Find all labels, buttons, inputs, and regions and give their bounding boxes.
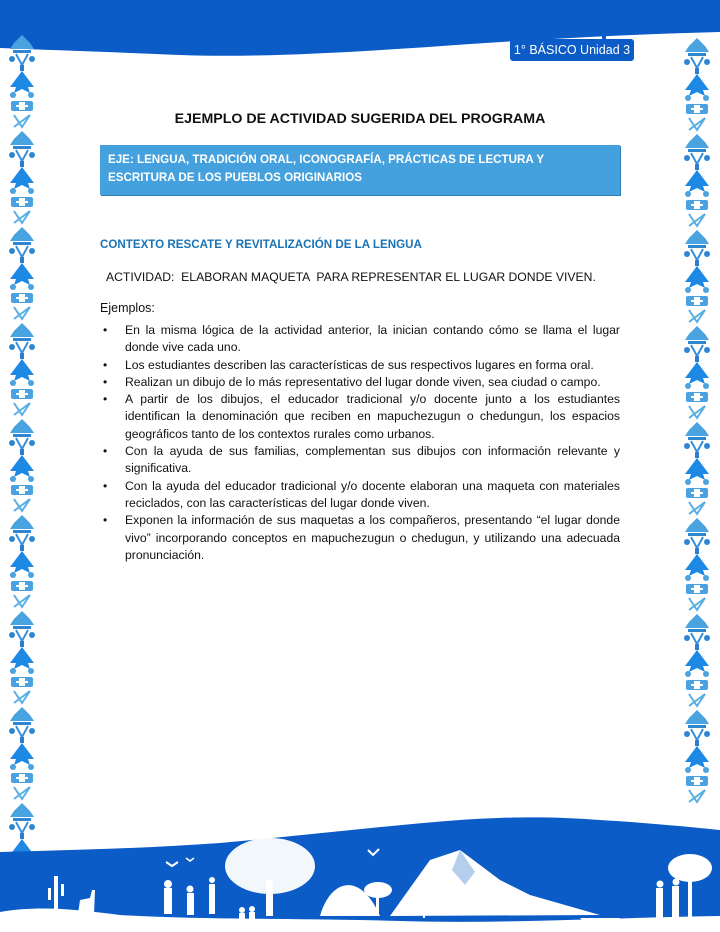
list-item	[100, 478, 620, 513]
list-item	[100, 512, 620, 564]
examples-label: Ejemplos:	[100, 301, 155, 315]
activity-title: ACTIVIDAD: ELABORAN MAQUETA PARA REPRESENTAR EL LUGAR DONDE VIVEN.	[106, 270, 596, 284]
list-item-text: Exponen la información de sus maquetas a los compañeros, presentando “el lugar donde vivo” incorporando conceptos en mapuchezugun o chedugun, y utilizando una adecuada pronunciación.	[125, 513, 620, 562]
list-item-text: Con la ayuda del educador tradicional y/o docente elaboran una maqueta con materiales reciclados, con las características del lugar donde viven.	[125, 478, 620, 510]
list-item-text: Los estudiantes describen las características de sus respectivos lugares en forma oral.	[125, 357, 594, 372]
page-title: EJEMPLO DE ACTIVIDAD SUGERIDA DEL PROGRAMA	[174, 111, 546, 127]
bullet-icon: •	[103, 478, 108, 493]
bullet-icon: •	[103, 323, 108, 337]
axis-banner: EJE: LENGUA, TRADICIÓN ORAL, ICONOGRAFÍA, PRÁCTICAS DE LECTURA Y ESCRITURA DE LOS PUEBLOS ORIGINARIOS	[100, 145, 620, 195]
list-item-text: Realizan un dibujo de lo más representativo del lugar donde viven, sea ciudad o campo.	[125, 374, 601, 389]
bullet-icon: •	[103, 513, 108, 528]
list-item	[100, 391, 620, 443]
list-item	[100, 357, 620, 374]
list-item	[100, 322, 620, 357]
bullet-icon: •	[103, 392, 108, 407]
bullet-icon: •	[103, 357, 108, 372]
right-pattern-border-icon	[683, 38, 711, 858]
list-item-text: A partir de los dibujos, el educador tradicional y/o docente junto a los estudiantes identifican la denominación que reciben en mapuchezugun o chedungun, los espacios geográficos tanto de los contextos rurales como urbanos.	[125, 392, 620, 441]
examples-list	[100, 322, 620, 564]
list-item-text: Con la ayuda de sus familias, complementan sus dibujos con información relevante y significativa.	[125, 444, 620, 476]
list-item-text: En la misma lógica de la actividad anterior, la inician contando cómo se llama el lugar donde vive cada uno.	[125, 323, 620, 355]
list-item	[100, 443, 620, 478]
bullet-icon: •	[103, 374, 108, 389]
left-pattern-border-icon	[8, 35, 36, 855]
bullet-icon: •	[103, 444, 108, 459]
unit-badge: 1° BÁSICO Unidad 3	[510, 39, 634, 61]
section-heading: CONTEXTO RESCATE Y REVITALIZACIÓN DE LA LENGUA	[100, 238, 422, 251]
footer-landscape-illustration	[0, 800, 720, 932]
list-item	[100, 374, 620, 391]
